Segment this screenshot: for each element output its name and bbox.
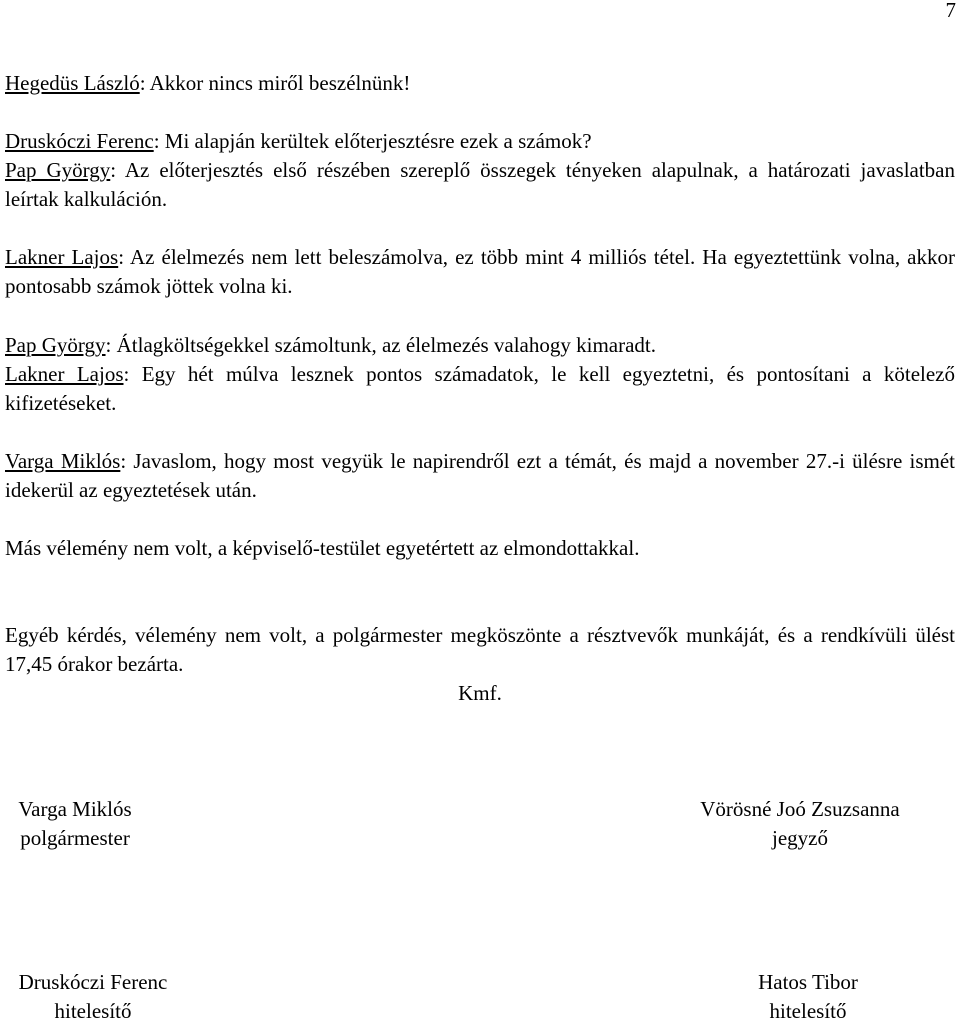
signature-block xyxy=(735,968,881,1026)
speaker-name: Lakner Lajos xyxy=(5,245,119,269)
closing-paragraph: Egyéb kérdés, vélemény nem volt, a polgármester megköszönte a résztvevők munkáját, és a rendkívüli ülést 17,45 órakor bezárta. xyxy=(5,623,955,676)
speaker-name: Varga Miklós xyxy=(5,449,121,473)
speaker-name: Pap György xyxy=(5,333,106,357)
speech-text: : Az élelmezés nem lett beleszámolva, ez több mint 4 milliós tétel. Ha egyeztettünk volna, akkor pontosabb számok jöttek volna ki. xyxy=(5,245,955,298)
speech-text: : Akkor nincs miről beszélnünk! xyxy=(139,71,411,95)
speech-text: : Egy hét múlva lesznek pontos számadatok, le kell egyeztetni, és pontosítani a kötelező kifizetéseket. xyxy=(5,362,955,415)
signatory-name: Druskóczi Ferenc xyxy=(18,970,168,994)
minutes-paragraph xyxy=(5,127,955,156)
signatory-role: jegyző xyxy=(772,826,828,850)
kmf-label: Kmf. xyxy=(458,681,502,705)
minutes-paragraph xyxy=(5,243,955,301)
signatory-name: Hatos Tibor xyxy=(758,970,858,994)
speech-text: : Mi alapján kerültek előterjesztésre ezek a számok? xyxy=(153,129,592,153)
speech-text: : Az előterjesztés első részében szereplő összegek tényeken alapulnak, a határozati javaslatban leírtak kalkuláción. xyxy=(5,158,956,211)
signature-block xyxy=(0,795,150,853)
speech-text: : Átlagköltségekkel számoltunk, az élelmezés valahogy kimaradt. xyxy=(105,333,657,357)
minutes-paragraph xyxy=(5,360,955,418)
speech-text: : Javaslom, hogy most vegyük le napirendről ezt a témát, és majd a november 27.-i ülésre ismét idekerül az egyeztetések után. xyxy=(5,449,955,502)
signatory-name: Varga Miklós xyxy=(18,797,132,821)
minutes-paragraph xyxy=(5,69,955,98)
signatory-role: hitelesítő xyxy=(54,999,132,1023)
signature-block xyxy=(0,968,186,1026)
signatory-name: Vörösné Joó Zsuzsanna xyxy=(700,797,900,821)
signatory-role: hitelesítő xyxy=(769,999,847,1023)
minutes-paragraph xyxy=(5,156,955,214)
minutes-paragraph xyxy=(5,331,955,360)
statement-paragraph: Más vélemény nem volt, a képviselő-testület egyetértett az elmondottakkal. xyxy=(5,536,640,560)
speaker-name: Pap György xyxy=(5,158,111,182)
speaker-name: Druskóczi Ferenc xyxy=(5,129,154,153)
signature-block xyxy=(660,795,940,853)
page-number: 7 xyxy=(945,0,956,22)
speaker-name: Hegedüs László xyxy=(5,71,140,95)
signatory-role: polgármester xyxy=(20,826,130,850)
speaker-name: Lakner Lajos xyxy=(5,362,124,386)
minutes-paragraph xyxy=(5,447,955,505)
